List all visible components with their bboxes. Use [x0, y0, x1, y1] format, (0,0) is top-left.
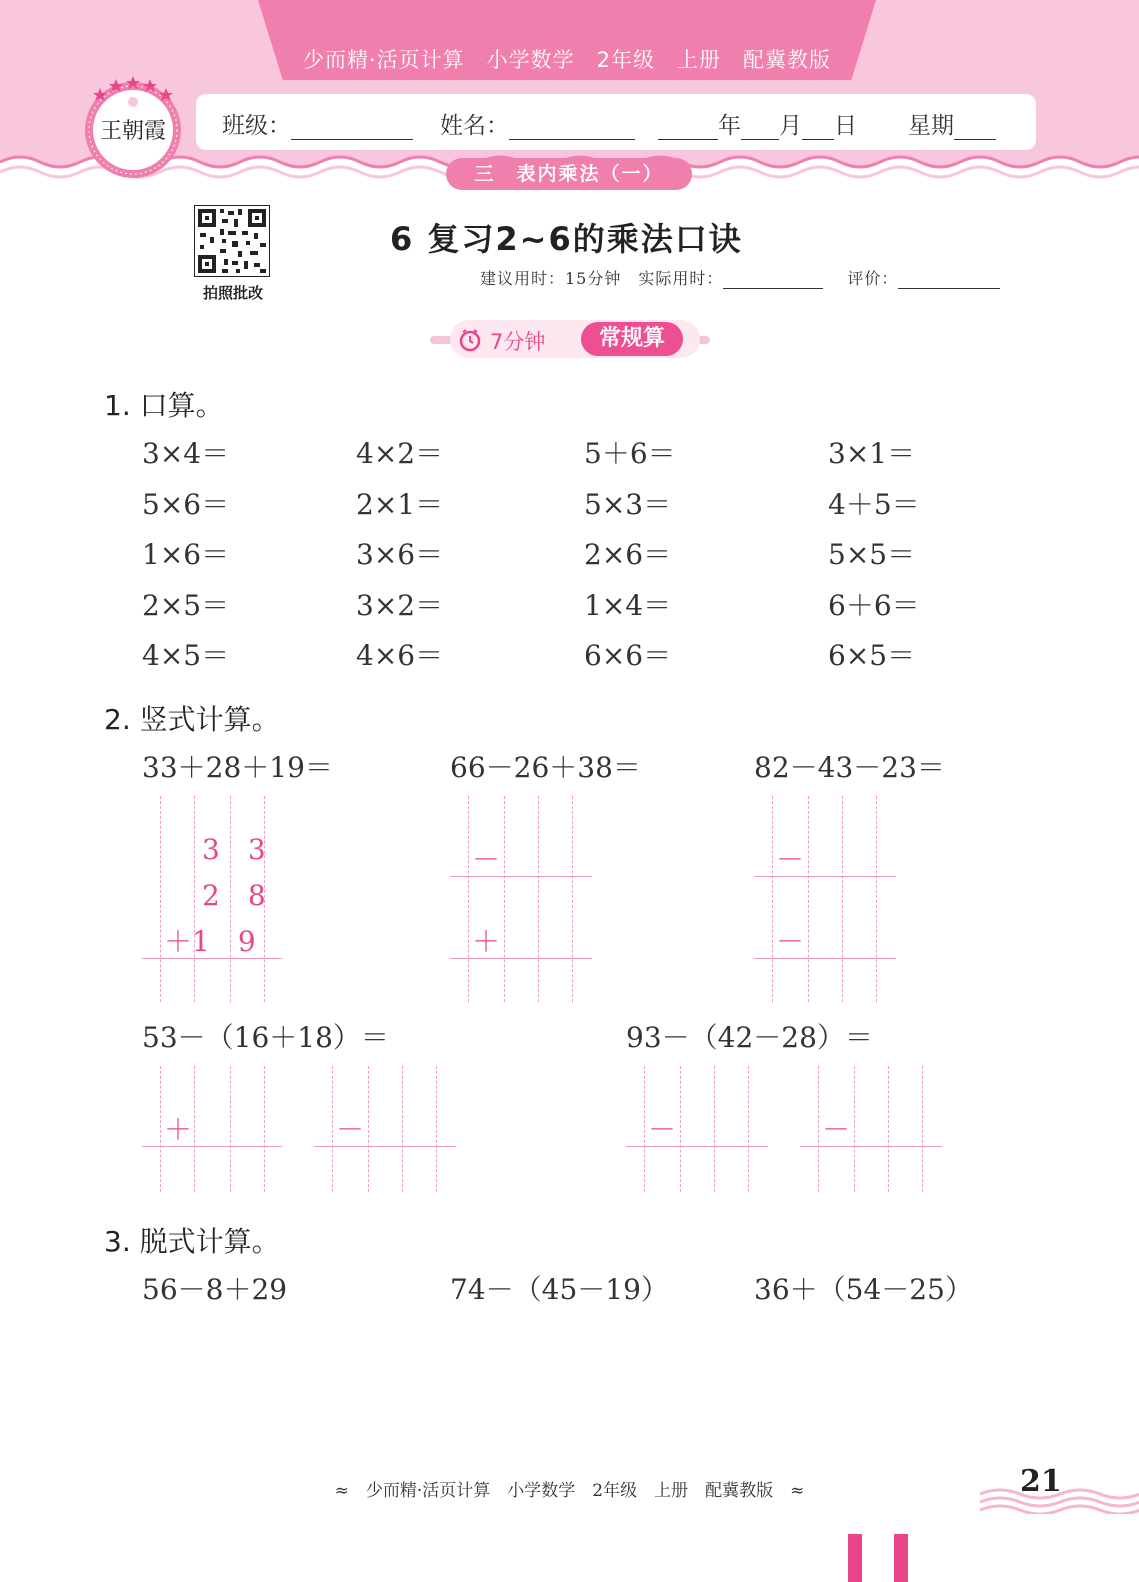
date-field[interactable]	[658, 107, 857, 140]
minus-sign: －	[776, 843, 805, 876]
question-1-title: 1. 口算。	[104, 389, 224, 422]
grid-column-line	[572, 796, 573, 1002]
vertical-grid-4a[interactable]	[142, 1066, 282, 1192]
grid-column-line	[818, 1066, 819, 1192]
clock-icon	[458, 328, 482, 352]
vertical-expr-4: 53－（16＋18）＝	[142, 1021, 389, 1054]
grid-column-line	[680, 1066, 681, 1192]
grid-column-line	[332, 1066, 333, 1192]
oral-calc-item: 5×6＝	[142, 488, 230, 521]
badge-type: 常规算	[581, 322, 683, 356]
grid-column-line	[194, 796, 195, 1002]
oral-calc-item: 5×3＝	[584, 488, 672, 521]
vertical-expr-1: 33＋28＋19＝	[142, 751, 333, 784]
year-blank[interactable]	[658, 117, 718, 140]
oral-calc-item: 2×1＝	[356, 488, 444, 521]
weekday-blank[interactable]	[954, 117, 996, 140]
question-2-title: 2. 竖式计算。	[104, 703, 280, 736]
oral-calc-item: 3×2＝	[356, 589, 444, 622]
oral-calc-item: 6×6＝	[584, 639, 672, 672]
month-blank[interactable]	[741, 117, 779, 140]
minus-sign: －	[472, 843, 501, 876]
oral-calc-item: 6×5＝	[828, 639, 916, 672]
oral-calc-item: 3×1＝	[828, 437, 916, 470]
question-3-title: 3. 脱式计算。	[104, 1225, 280, 1258]
grid-result-line	[142, 1146, 282, 1147]
vertical-grid-5b[interactable]	[800, 1066, 942, 1192]
grid-column-line	[468, 796, 469, 1002]
minus-sign: －	[648, 1113, 677, 1146]
oral-calc-item: 4＋5＝	[828, 488, 920, 521]
stepwise-expr-1: 56－8＋29	[142, 1273, 288, 1306]
vertical-expr-3: 82－43－23＝	[754, 751, 945, 784]
vertical-expr-2: 66－26＋38＝	[450, 751, 641, 784]
plus-sign: ＋	[164, 1113, 193, 1146]
oral-calc-item: 6＋6＝	[828, 589, 920, 622]
vertical-expr-5: 93－（42－28）＝	[626, 1021, 873, 1054]
oral-calc-item: 5×5＝	[828, 538, 916, 571]
grid-column-line	[230, 1066, 231, 1192]
grid-column-line	[808, 796, 809, 1002]
vertical-grid-2[interactable]	[450, 796, 592, 1002]
grid-column-line	[842, 796, 843, 1002]
qr-label: 拍照批改	[202, 284, 263, 302]
name-blank[interactable]	[509, 117, 635, 140]
grid-column-line	[436, 1066, 437, 1192]
grid-column-line	[194, 1066, 195, 1192]
minus-sign: －	[822, 1113, 851, 1146]
vertical-grid-3[interactable]	[754, 796, 896, 1002]
grid-column-line	[160, 796, 161, 1002]
name-label: 姓名：	[440, 113, 509, 139]
class-label: 班级：	[222, 113, 291, 139]
timing-text: 建议用时：15分钟 实际用时：	[480, 269, 724, 288]
grid-column-line	[876, 796, 877, 1002]
grid-column-line	[538, 796, 539, 1002]
class-field[interactable]	[222, 107, 413, 140]
oral-calc-item: 2×5＝	[142, 589, 230, 622]
evaluation-blank[interactable]	[898, 272, 1000, 289]
grid-column-line	[504, 796, 505, 1002]
minus-sign: －	[336, 1113, 365, 1146]
grid-column-line	[644, 1066, 645, 1192]
logo-text: 王朝霞	[99, 119, 167, 144]
thumb-tab-left	[848, 1534, 862, 1582]
brand-logo	[80, 74, 186, 180]
stepwise-expr-3: 36＋（54－25）	[754, 1273, 973, 1306]
timing-info	[480, 266, 1000, 289]
grid-column-line	[922, 1066, 923, 1192]
oral-calc-item: 5＋6＝	[584, 437, 676, 470]
oral-calc-item: 1×6＝	[142, 538, 230, 571]
qr-code-icon[interactable]	[194, 205, 270, 277]
minus-sign: －	[776, 925, 805, 958]
badge-time: 7分钟	[490, 330, 546, 354]
example-row-1: 3 3	[202, 833, 266, 866]
grid-column-line	[368, 1066, 369, 1192]
vertical-grid-5a[interactable]	[626, 1066, 768, 1192]
day-label: 日	[834, 113, 857, 139]
example-row-2: 2 8	[202, 879, 266, 912]
day-blank[interactable]	[802, 117, 834, 140]
grid-column-line	[160, 1066, 161, 1192]
oral-calc-item: 3×4＝	[142, 437, 230, 470]
oral-calc-item: 1×4＝	[584, 589, 672, 622]
thumb-tab-right	[894, 1534, 908, 1582]
oral-calc-item: 3×6＝	[356, 538, 444, 571]
plus-sign: ＋	[472, 925, 501, 958]
oral-calc-item: 4×5＝	[142, 639, 230, 672]
grid-column-line	[772, 796, 773, 1002]
oral-calc-item: 2×6＝	[584, 538, 672, 571]
grid-column-line	[888, 1066, 889, 1192]
unit-title: 三 表内乘法（一）	[446, 158, 692, 190]
oral-calc-item: 4×2＝	[356, 437, 444, 470]
grid-column-line	[854, 1066, 855, 1192]
footer-series: ≈ 少而精·活页计算 小学数学 2年级 上册 配冀教版 ≈	[334, 1481, 805, 1501]
vertical-grid-1[interactable]	[142, 796, 282, 1002]
lesson-title: 6 复习2~6的乘法口诀	[390, 220, 743, 258]
example-row-3: ＋1 9	[164, 925, 256, 958]
oral-calc-item: 4×6＝	[356, 639, 444, 672]
grid-column-line	[402, 1066, 403, 1192]
evaluation-label: 评价：	[847, 269, 899, 288]
weekday-label: 星期	[908, 113, 954, 139]
series-banner: 少而精·活页计算 小学数学 2年级 上册 配冀教版	[302, 48, 832, 72]
year-label: 年	[718, 113, 741, 139]
actual-time-blank[interactable]	[723, 272, 823, 289]
class-blank[interactable]	[291, 117, 413, 140]
grid-column-line	[714, 1066, 715, 1192]
weekday-field[interactable]	[908, 107, 996, 140]
grid-column-line	[748, 1066, 749, 1192]
page-number: 21	[1020, 1464, 1062, 1499]
name-field[interactable]	[440, 107, 635, 140]
month-label: 月	[779, 113, 802, 139]
grid-column-line	[264, 1066, 265, 1192]
stepwise-expr-2: 74－（45－19）	[450, 1273, 669, 1306]
vertical-grid-4b[interactable]	[314, 1066, 456, 1192]
